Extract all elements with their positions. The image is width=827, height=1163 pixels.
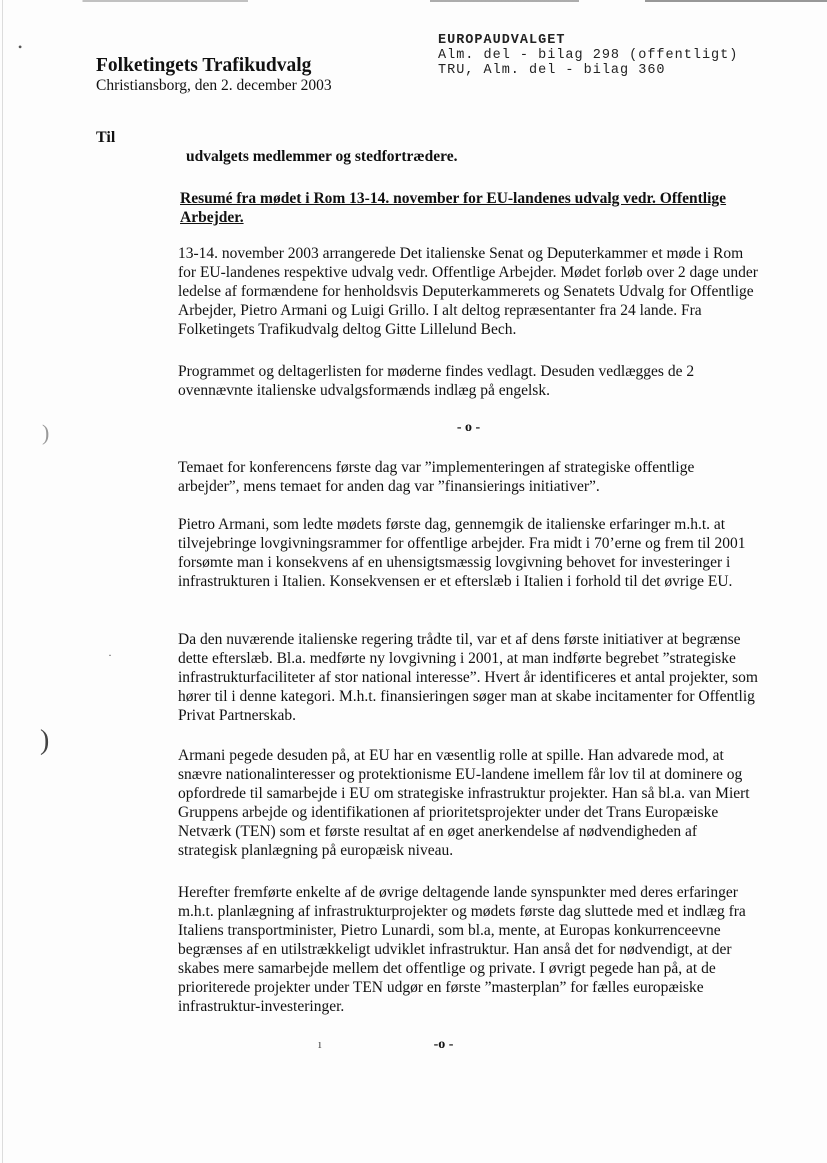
- paragraph-meeting-overview: 13-14. november 2003 arrangerede Det italienske Senat og Deputerkammer et møde i Rom for EU-landenes respektive udvalg vedr. Offentlige Arbejder. Mødet forløb over 2 dage under ledelse af formændene for henholdsvis Deputerkammerets og Senatets Udvalg for Offentlige Arbejder, Pietro Armani og Luigi Grillo. I alt deltog repræsentanter fra 24 lande. Fra Folketingets Trafikudvalg deltog Gitte Lillelund Bech.: [178, 245, 758, 338]
- addressee-label: Til: [96, 129, 116, 146]
- paragraph-attachments: Programmet og deltagerlisten for møderne findes vedlagt. Desuden vedlægges de 2 ovennævnte italienske udvalgsformænds indlæg på engelsk.: [178, 363, 695, 399]
- organization-name: Folketingets Trafikudvalg: [96, 55, 312, 76]
- stamp-line-2: TRU, Alm. del - bilag 360: [438, 63, 666, 78]
- subject-heading: Resumé fra mødet i Rom 13-14. november for EU-landenes udvalg vedr. Offentlige Arbejder.: [180, 190, 727, 226]
- section-separator-bottom: -o -: [433, 1037, 454, 1052]
- section-separator: - o -: [456, 420, 481, 435]
- scan-speck: ı: [318, 1036, 322, 1051]
- paragraph-armani-legislation: Pietro Armani, som ledte mødets første dag, gennemgik de italienske erfaringer m.h.t. at tilvejebringe lovgivningsrammer for offentlige arbejder. Fra midt i 70’erne og frem til 2001 forsømte man i konsekvens af en uhensigtsmæssig lovgivning behovet for investeringer i infrastrukturen i Italien. Konsekvensen er et efterslæb i Italien i forhold til det øvrige EU.: [178, 516, 746, 590]
- scan-speck: ·: [108, 648, 112, 662]
- paragraph-italian-government: Da den nuværende italienske regering trådte til, var et af dens første initiativer at begrænse dette efterslæb. Bl.a. medførte ny lovgivning i 2001, at man indførte begrebet ”strategiske infrastrukturfaciliteter af stor national interesse”. Hvert år identificeres et antal projekter, som hører til i denne kategori. M.h.t. finansieringen søger man at skabe incitamenter for Offentlig Privat Partnerskab.: [178, 631, 758, 724]
- paragraph-lunardi: Herefter fremførte enkelte af de øvrige deltagende lande synspunkter med deres erfaringer m.h.t. planlægning af infrastrukturprojekter og mødets første dag sluttede med et indlæg fra Italiens transportminister, Pietro Lunardi, som bl.a, mente, at Europas konkurrenceevne begrænses af en utilstrækkeligt udviklet infrastruktur. Han anså det for nødvendigt, at der skabes mere samarbejde mellem det offentlige og private. I øvrigt pegede han på, at de prioriterede projekter under TEN udgør en første ”masterplan” for fælles europæiske infrastruktur-investeringer.: [178, 884, 746, 1015]
- scan-artifact-left-edge: [2, 0, 3, 1163]
- stamp-line-1: Alm. del - bilag 298 (offentligt): [438, 48, 739, 63]
- registration-stamp: [438, 33, 738, 78]
- scan-speck: •: [18, 40, 23, 54]
- addressee-recipients: udvalgets medlemmer og stedfortrædere.: [186, 148, 458, 165]
- scan-artifact-top-line: [0, 0, 827, 2]
- place-and-date: Christiansborg, den 2. december 2003: [96, 77, 332, 94]
- scan-punch-hole-mark: ): [40, 725, 50, 756]
- scan-punch-hole-mark: ): [42, 420, 50, 445]
- paragraph-eu-role: Armani pegede desuden på, at EU har en væsentlig rolle at spille. Han advarede mod, at snævre nationalinteresser og protektionisme EU-landene imellem får lov til at dominere og opfordrede til samarbejde i EU om strategiske infrastruktur projekter. Han så bl.a. van Miert Gruppens arbejde og identifikationen af prioritetsprojekter under det Trans Europæiske Netværk (TEN) som et første resultat af en øget anerkendelse af nødvendigheden af strategisk planlægning på europæisk niveau.: [178, 747, 750, 859]
- stamp-title: EUROPAUDVALGET: [438, 33, 566, 48]
- paragraph-conference-themes: Temaet for konferencens første dag var ”implementeringen af strategiske offentlige arbejder”, mens temaet for anden dag var ”finansierings initiativer”.: [178, 459, 695, 495]
